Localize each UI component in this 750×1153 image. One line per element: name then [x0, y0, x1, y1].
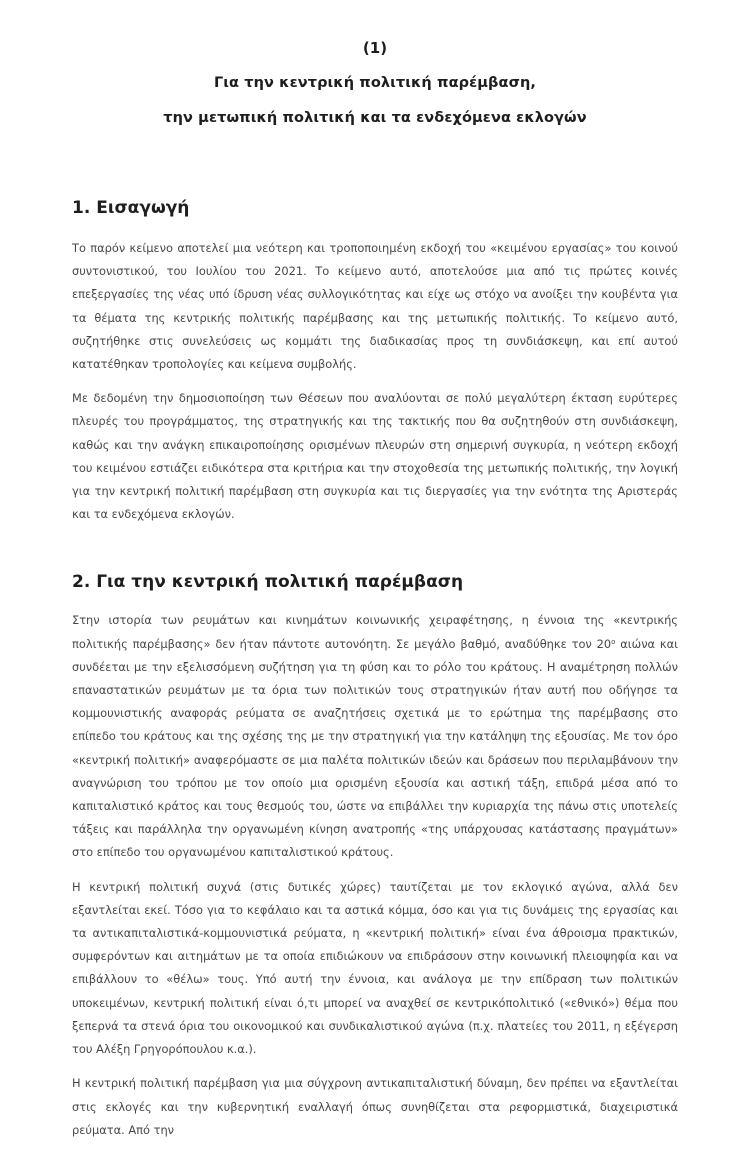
- document-title-line-1: Για την κεντρική πολιτική παρέμβαση,: [213, 75, 537, 91]
- document-number: (1): [362, 39, 388, 57]
- paragraph: Με δεδομένη την δημοσιοποίηση των Θέσεων που αναλύονται σε πολύ μεγαλύτερη έκταση ευρύτερες πλευρές του προγράμματος, της στρατηγικής και της τακτικής που θα συζητηθούν στη συνδιάσκεψη, καθώς και την ανάγκη επικαιροποίησης ορισμένων πλευρών στη σημερινή συγκυρία, η νεότερη εκδοχή του κειμένου εστιάζει ειδικότερα στα κριτήρια και την στοχοθεσία της μετωπικής πολιτικής, την λογική για την κεντρική πολιτική παρέμβαση στη συγκυρία και τις διεργασίες για την ενότητα της Αριστεράς και τα ενδεχόμενα εκλογών.: [72, 391, 678, 522]
- document-title-block: [72, 38, 678, 128]
- section-heading: 1. Εισαγωγή: [72, 198, 190, 218]
- section-heading: 2. Για την κεντρική πολιτική παρέμβαση: [72, 572, 464, 593]
- paragraph: Η κεντρική πολιτική συχνά (στις δυτικές χώρες) ταυτίζεται με τον εκλογικό αγώνα, αλλά δεν εξαντλείται εκεί. Τόσο για το κεφάλαιο και τα αστικά κόμμα, όσο και για τις δυνάμεις της εργασίας και τα αντικαπιταλιστικά-κομμουνιστικά ρεύματα, η «κεντρική πολιτική» είναι ένα άθροισμα πρακτικών, συμφερόντων και αιτημάτων με τα οποία επιδιώκουν να επιδράσουν στην κοινωνική πλειοψηφία και να επιβάλλουν το «θέλω» τους. Υπό αυτή την έννοια, και ανάλογα με την επίδραση των πολιτικών υποκειμένων, κεντρική πολιτική είναι ό,τι μπορεί να αναχθεί σε κεντρικόπολιτικό («εθνικό») θέμα που ξεπερνά τα στενά όρια του οικονομικού και συνδικαλιστικού αγώνα (π.χ. πλατείες του 2011, η εξέγερση του Αλέξη Γρηγορόπουλου κ.α.).: [72, 879, 678, 1057]
- section-introduction: [72, 196, 678, 526]
- paragraph: [72, 609, 678, 864]
- paragraph-text: αιώνα και συνδέεται με την εξελισσόμενη συζήτηση για τη φύση και το ρόλο του κράτους. Η αναμέτρηση πολλών επαναστατικών ρευμάτων με τα όρια των πολιτικών τους στρατηγικών ήταν αυτή που οδήγησε τα κομμουνιστικής αναφοράς ρεύματα σε αναζητήσεις σχετικά με το ερώτημα της παρέμβασης στο επίπεδο του κράτους και της σχέσης της με την στρατηγική για την κατάληψη της εξουσίας. Με τον όρο «κεντρική πολιτική» αναφερόμαστε σε μια παλέτα πολιτικών ιδεών και δράσεων που περιλαμβάνουν την αναγνώριση του τρόπου με τον οποίο μια ορισμένη εξουσία και αστική τάξη, επιδρά μέσα από το καπιταλιστικό κράτος και τους θεσμούς του, ώστε να επιβάλλει την κυριαρχία της πάνω στις υποτελείς τάξεις και παράλληλα την οργανωμένη κίνηση ανατροπής «της υπάρχουσας κατάστασης πραγμάτων» στο επίπεδο του οργανωμένου καπιταλιστικού κράτους.: [72, 636, 678, 860]
- document-title-line-2: την μετωπική πολιτική και τα ενδεχόμενα εκλογών: [163, 110, 587, 126]
- paragraph-text: Στην ιστορία των ρευμάτων και κινημάτων κοινωνικής χειραφέτησης, η έννοια της «κεντρικής πολιτικής παρέμβασης» δεν ήταν πάντοτε αυτονόητη. Σε μεγάλο βαθμό, αναδύθηκε τον 20: [72, 613, 678, 651]
- paragraph: Το παρόν κείμενο αποτελεί μια νεότερη και τροποποιημένη εκδοχή του «κειμένου εργασίας» του κοινού συντονιστικού, του Ιουλίου του 2021. Το κείμενο αυτό, αποτελούσε μια από τις πρώτες κοινές επεξεργασίες της νέας υπό ίδρυση νέας συλλογικότητας και είχε ως στόχο να ανοίξει την κουβέντα για τα θέματα της κεντρικής πολιτικής παρέμβασης και της μετωπικής πολιτικής. Το κείμενο αυτό, συζητήθηκε στις συνελεύσεις ως κομμάτι της διαδικασίας προς τη συνδιάσκεψη, και επί αυτού κατατέθηκαν τροπολογίες και κείμενα συμβολής.: [72, 241, 678, 372]
- document-page: [72, 0, 678, 1153]
- paragraph: Η κεντρική πολιτική παρέμβαση για μια σύγχρονη αντικαπιταλιστική δύναμη, δεν πρέπει να εξαντλείται στις εκλογές και την κυβερνητική εναλλαγή όπως συνηθίζεται στα ρεφορμιστικά, διαχειριστικά ρεύματα. Από την: [72, 1076, 678, 1137]
- ordinal-superscript: ο: [611, 637, 616, 646]
- section-central-political-intervention: [72, 570, 678, 1141]
